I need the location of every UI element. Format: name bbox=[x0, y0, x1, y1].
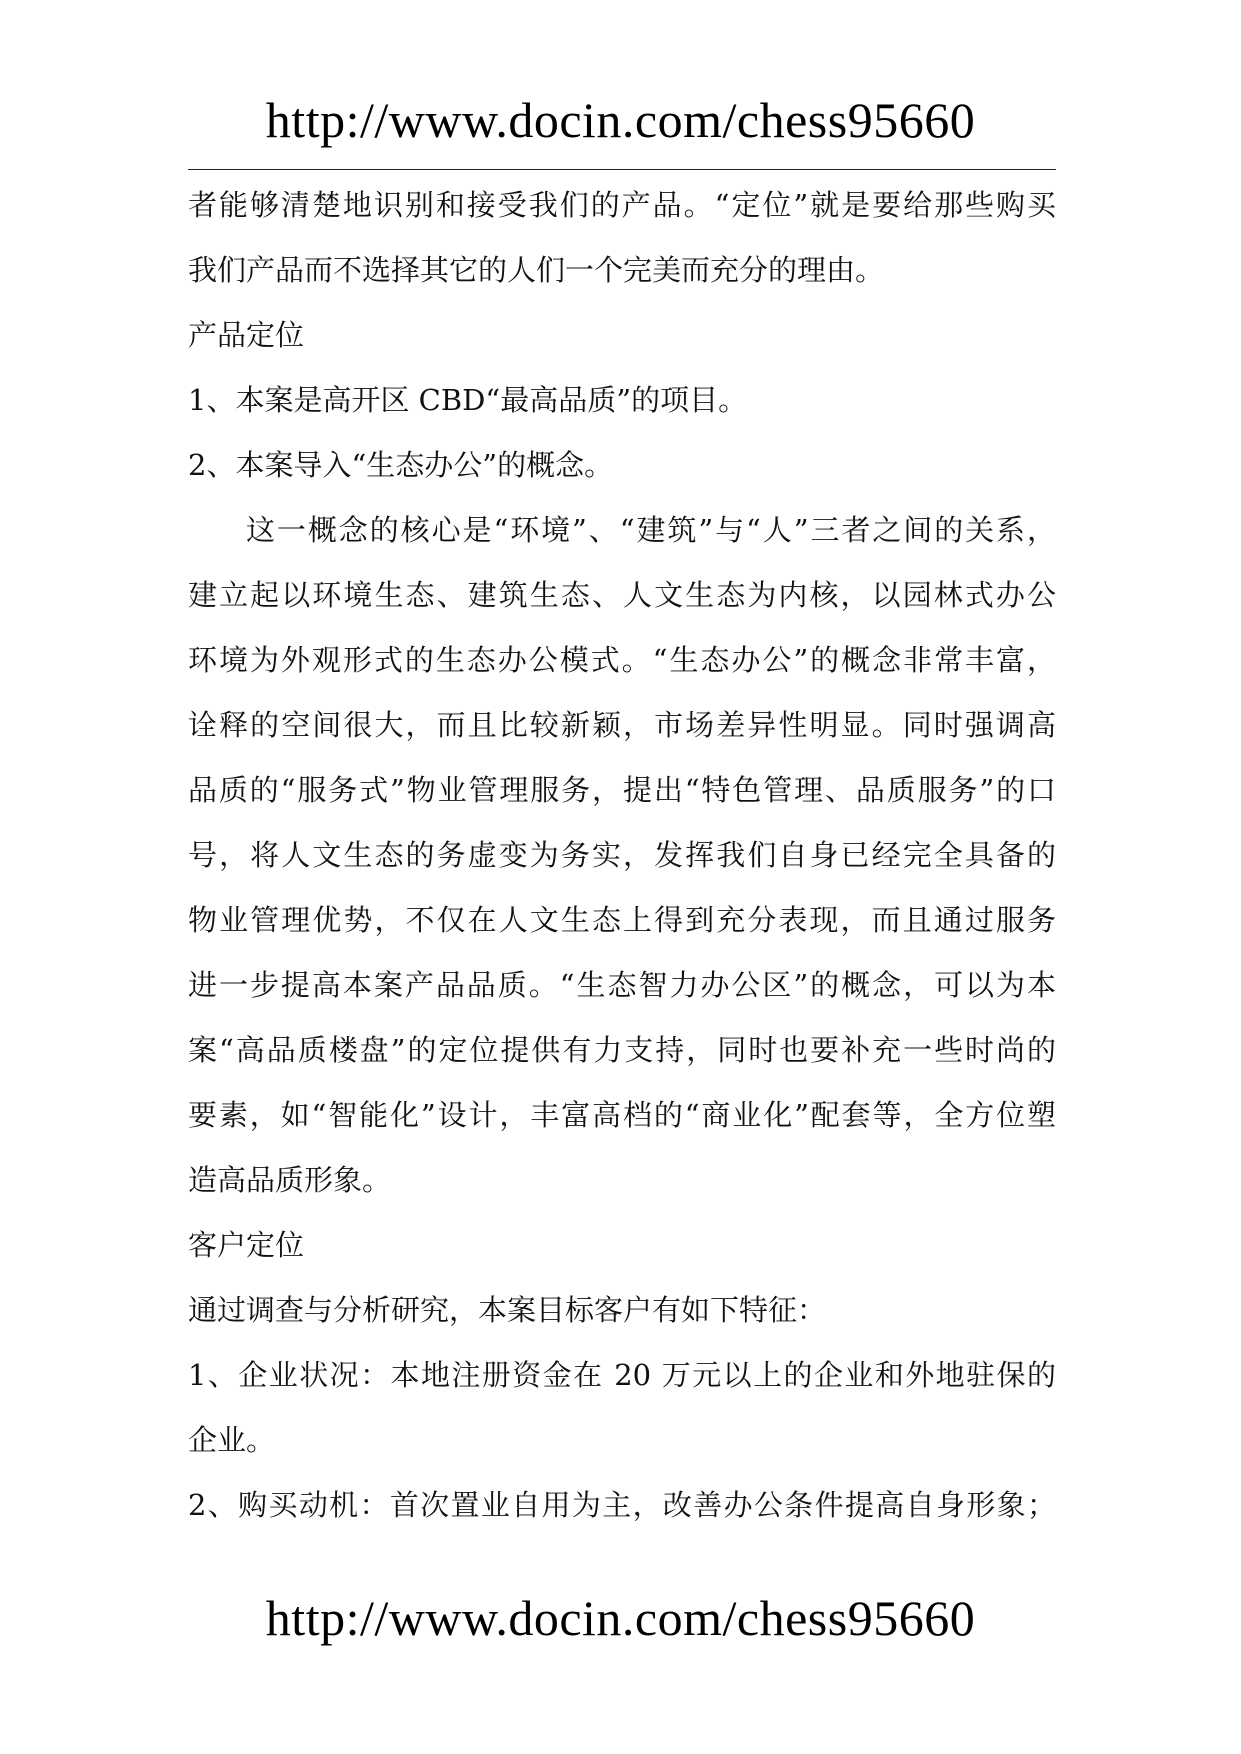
list-item: 2、购买动机：首次置业自用为主，改善办公条件提高自身形象； bbox=[188, 1488, 1056, 1522]
list-item: 1、企业状况：本地注册资金在 20 万元以上的企业和外地驻保的 bbox=[188, 1358, 1056, 1392]
body-line: 通过调查与分析研究，本案目标客户有如下特征： bbox=[188, 1293, 827, 1327]
body-line: 建立起以环境生态、建筑生态、人文生态为内核，以园林式办公 bbox=[188, 578, 1056, 612]
body-line: 要素，如“智能化”设计，丰富高档的“商业化”配套等，全方位塑 bbox=[188, 1098, 1056, 1132]
body-line: 物业管理优势，不仅在人文生态上得到充分表现，而且通过服务 bbox=[188, 903, 1056, 937]
page-footer-url: http://www.docin.com/chess95660 bbox=[265, 1590, 976, 1646]
body-line: 进一步提高本案产品品质。“生态智力办公区”的概念，可以为本 bbox=[188, 968, 1056, 1002]
body-line: 我们产品而不选择其它的人们一个完美而充分的理由。 bbox=[188, 253, 885, 287]
body-line: 案“高品质楼盘”的定位提供有力支持，同时也要补充一些时尚的 bbox=[188, 1033, 1056, 1067]
body-line: 诠释的空间很大，而且比较新颖，市场差异性明显。同时强调高 bbox=[188, 708, 1056, 742]
body-line: 品质的“服务式”物业管理服务，提出“特色管理、品质服务”的口 bbox=[188, 773, 1056, 807]
header-divider bbox=[188, 169, 1056, 170]
section-heading-customer-positioning: 客户定位 bbox=[188, 1228, 305, 1262]
body-line: 这一概念的核心是“环境”、“建筑”与“人”三者之间的关系， bbox=[246, 513, 1056, 547]
list-item-continuation: 企业。 bbox=[188, 1423, 276, 1457]
section-heading-product-positioning: 产品定位 bbox=[188, 318, 305, 352]
page-header-url: http://www.docin.com/chess95660 bbox=[265, 92, 976, 148]
document-body bbox=[188, 180, 1056, 1545]
body-line: 者能够清楚地识别和接受我们的产品。“定位”就是要给那些购买 bbox=[188, 188, 1056, 222]
body-line: 号，将人文生态的务虚变为务实，发挥我们自身已经完全具备的 bbox=[188, 838, 1056, 872]
body-line: 环境为外观形式的生态办公模式。“生态办公”的概念非常丰富， bbox=[188, 643, 1056, 677]
list-item: 1、本案是高开区 CBD“最高品质”的项目。 bbox=[188, 383, 748, 417]
list-item: 2、本案导入“生态办公”的概念。 bbox=[188, 448, 614, 482]
body-line: 造高品质形象。 bbox=[188, 1163, 392, 1197]
